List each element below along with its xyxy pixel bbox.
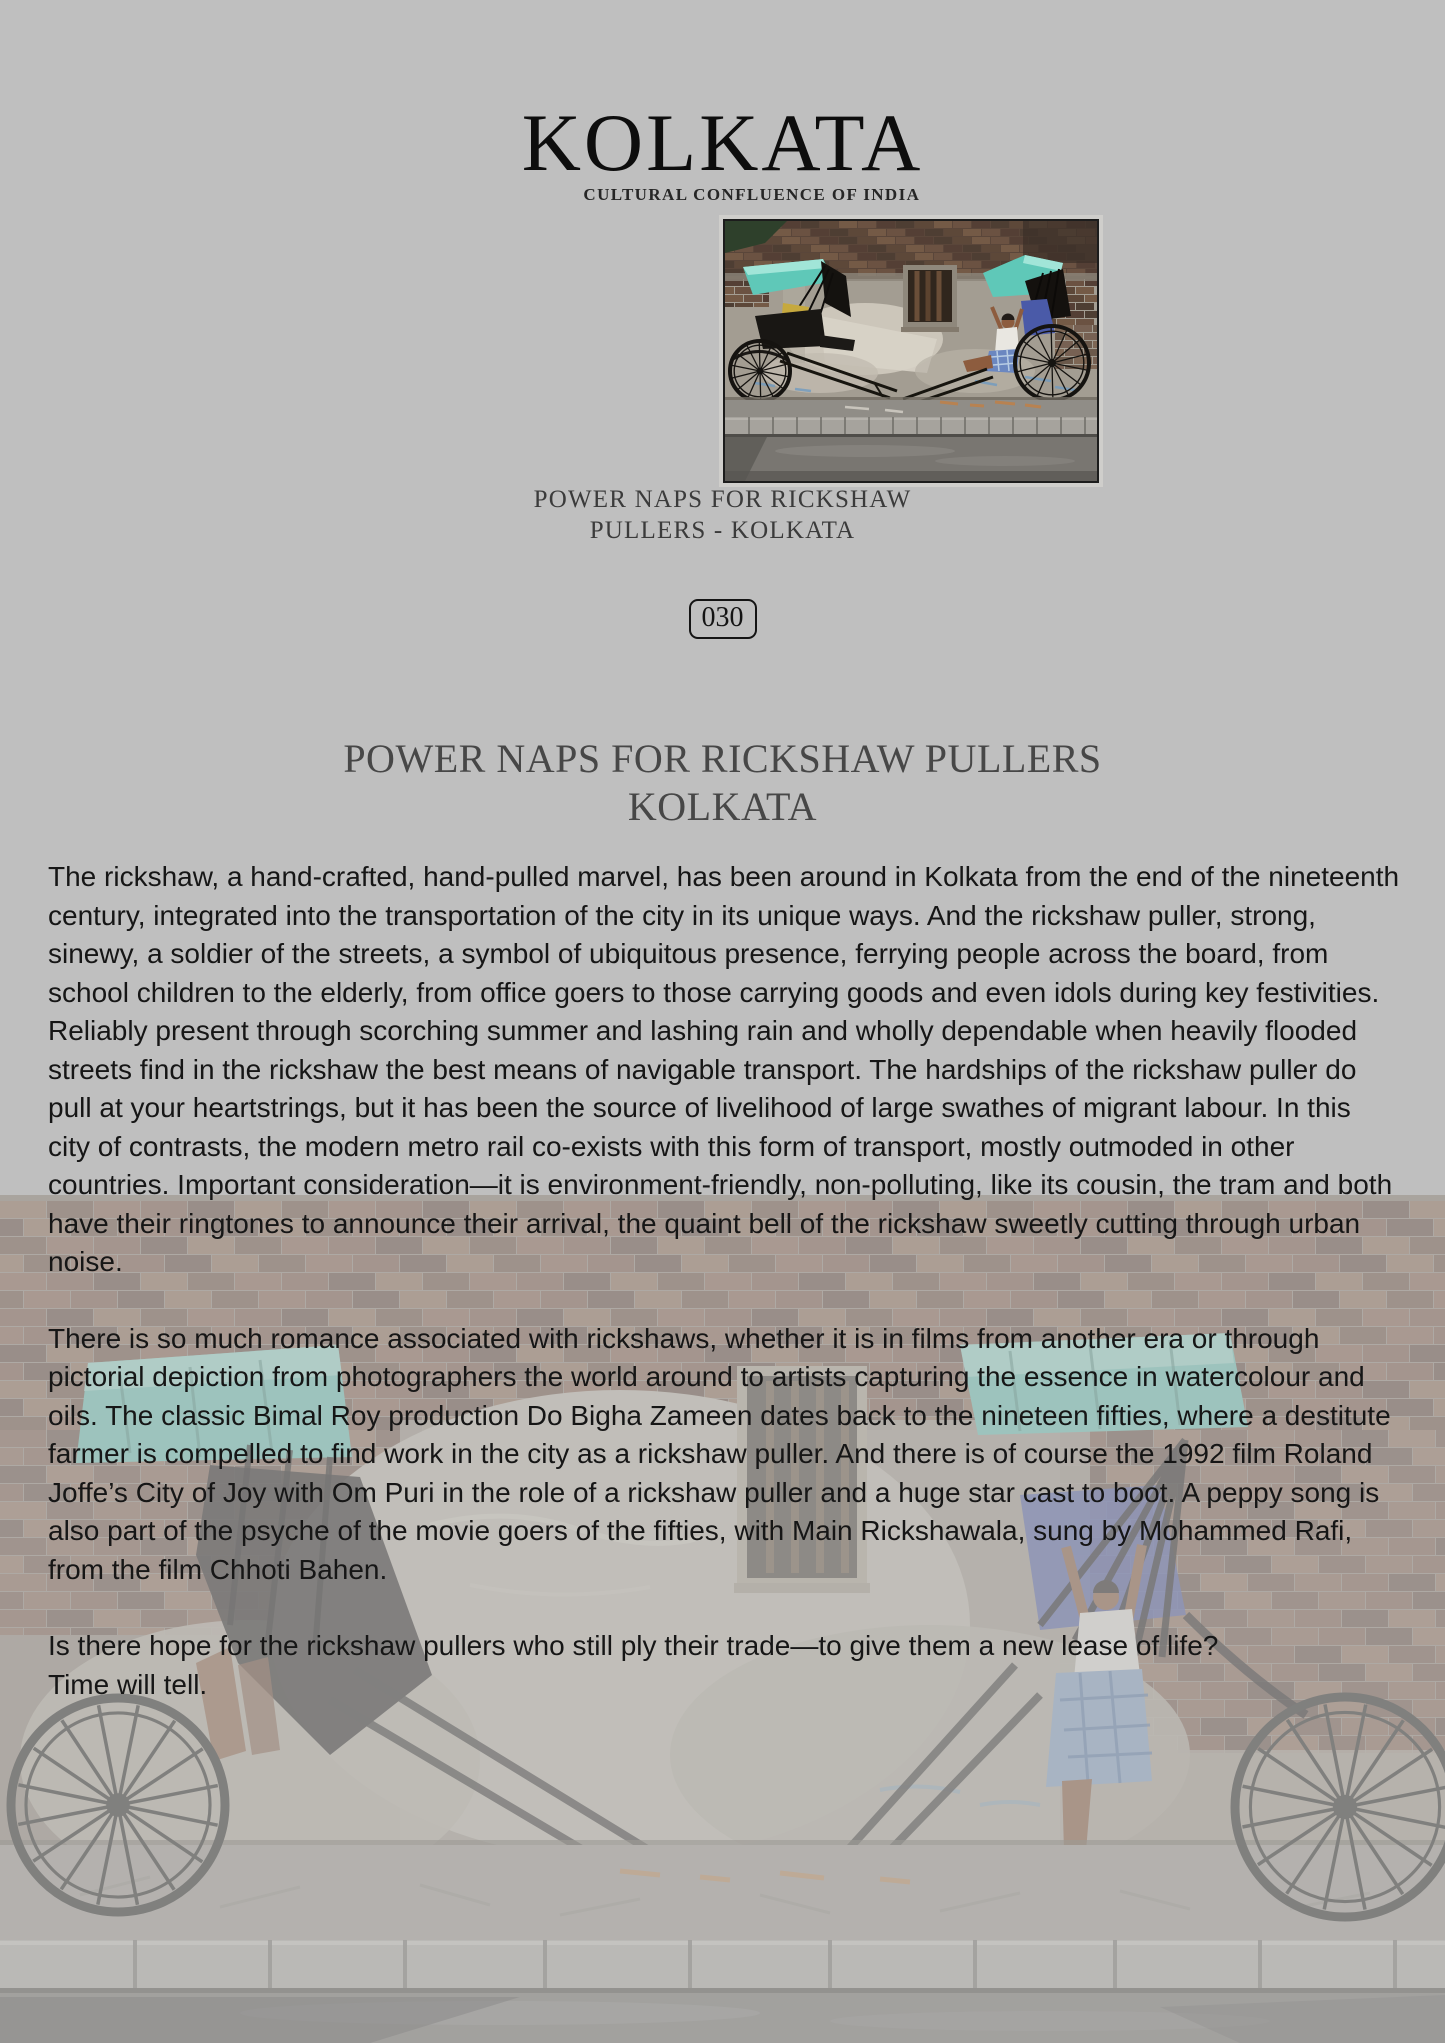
page-subtitle: CULTURAL CONFLUENCE OF INDIA [583, 185, 921, 204]
paragraph-1: The rickshaw, a hand-crafted, hand-pulled marvel, has been around in Kolkata from the end of the nineteenth century, integrated into the transportation of the city in its unique ways. And the rickshaw puller, strong, sinewy, a soldier of the streets, a symbol of ubiquitous presence, ferrying people across the board, from school children to the elderly, from office goers to those carrying goods and even idols during key festivities. Reliably present through scorching summer and lashing rain and wholly dependable when heavily flooded streets find in the rickshaw the best means of navigable transport. The hardships of the rickshaw puller do pull at your heartstrings, but it has been the source of livelihood of large swathes of migrant labour. In this city of contrasts, the modern metro rail co-exists with this form of transport, mostly outmoded in other countries. Important consideration—it is environment-friendly, non-polluting, like its cousin, the tram and both have their ringtones to announce their arrival, the quaint bell of the rickshaw sweetly cutting through urban noise. [48, 861, 1400, 1277]
paragraph-3: Is there hope for the rickshaw pullers who still ply their trade—to give them a new lease of life? [48, 1630, 1219, 1661]
paragraph-4: Time will tell. [48, 1668, 208, 1700]
article-body [48, 858, 1400, 1704]
rickshaw-photo-illustration [725, 221, 1097, 481]
page-title: KOLKATA [521, 97, 924, 188]
masthead [0, 97, 1445, 205]
photo-caption-line1: POWER NAPS FOR RICKSHAW [533, 486, 912, 513]
rickshaw-photo [723, 219, 1099, 483]
photo-window [901, 265, 959, 332]
page-number-badge: 030 [689, 599, 757, 639]
paragraph-2: There is so much romance associated with rickshaws, whether it is in films from another era or through pictorial depiction from photographers the world around to artists capturing the essence in watercolour and oils. The classic Bimal Roy production Do Bigha Zameen dates back to the nineteen fifties, where a destitute farmer is compelled to find work in the city as a rickshaw puller. And there is of course the 1992 film Roland Joffe’s City of Joy with Om Puri in the role of a rickshaw puller and a huge star cast to boot. A peppy song is also part of the psyche of the movie goers of the fifties, with Main Rickshawala, sung by Mohammed Rafi, from the film Chhoti Bahen. [48, 1322, 1391, 1585]
article-heading-line1: POWER NAPS FOR RICKSHAW PULLERS [343, 736, 1102, 781]
photo-caption-line2: PULLERS - KOLKATA [589, 517, 856, 544]
photo-caption [0, 484, 1445, 546]
article-heading-line2: KOLKATA [627, 784, 818, 829]
article-heading [0, 735, 1445, 831]
page-number-wrap [0, 599, 1445, 639]
